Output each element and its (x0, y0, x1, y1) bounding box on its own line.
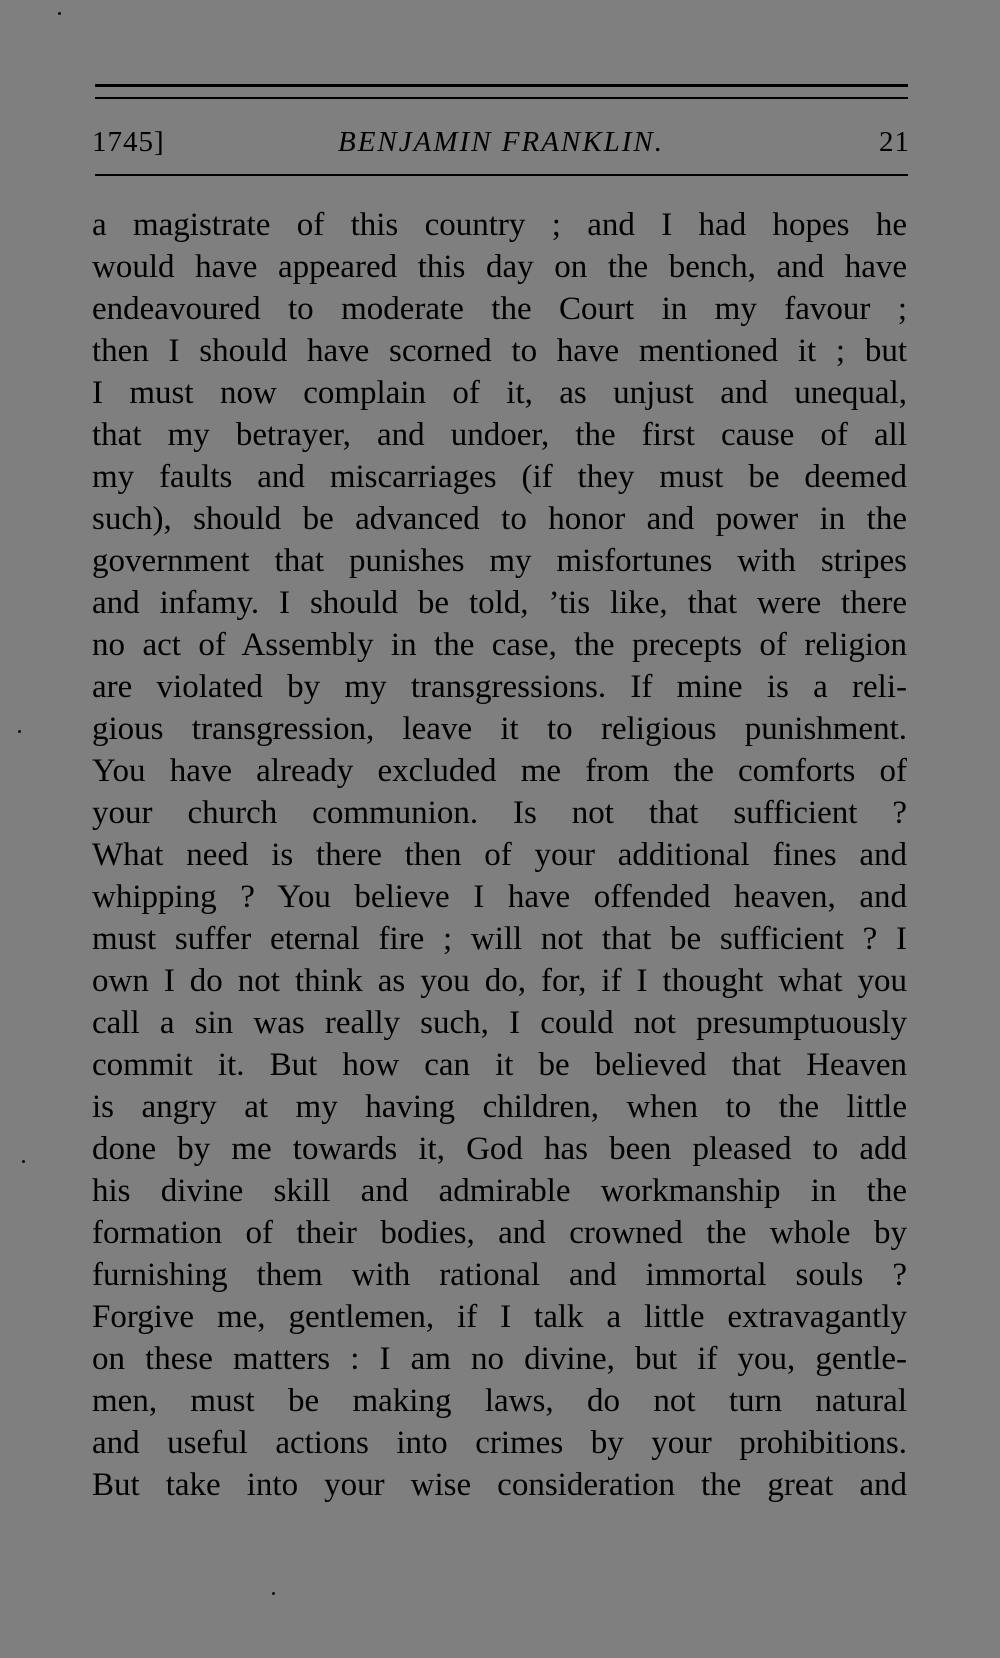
header-rule-top (95, 84, 908, 87)
text-line: that my betrayer, and undoer, the first cause of all (92, 417, 907, 453)
text-line: furnishing them with rational and immortal souls ? (92, 1257, 907, 1293)
text-line: are violated by my transgressions. If mine is a reli- (92, 669, 907, 705)
text-line: is angry at my having children, when to the little (92, 1089, 907, 1125)
text-line: my faults and miscarriages (if they must be deemed (92, 459, 907, 495)
page-number: 21 (879, 126, 910, 158)
text-line: commit it. But how can it be believed that Heaven (92, 1047, 907, 1083)
text-line: endeavoured to moderate the Court in my favour ; (92, 291, 907, 327)
text-line: own I do not think as you do, for, if I thought what you (92, 963, 907, 999)
text-line: gious transgression, leave it to religious punishment. (92, 711, 907, 747)
text-line: no act of Assembly in the case, the precepts of religion (92, 627, 907, 663)
text-line: and infamy. I should be told, ’tis like, that were there (92, 585, 907, 621)
text-line: You have already excluded me from the comforts of (92, 753, 907, 789)
header-rule-bottom (95, 174, 908, 176)
text-line: such), should be advanced to honor and power in the (92, 501, 907, 537)
text-line: must suffer eternal fire ; will not that be sufficient ? I (92, 921, 907, 957)
running-head-year: 1745] (92, 126, 165, 158)
text-line: done by me towards it, God has been pleased to add (92, 1131, 907, 1167)
text-line: and useful actions into crimes by your prohibitions. (92, 1425, 907, 1461)
text-line: men, must be making laws, do not turn natural (92, 1383, 907, 1419)
text-line: your church communion. Is not that sufficient ? (92, 795, 907, 831)
text-line: then I should have scorned to have mentioned it ; but (92, 333, 907, 369)
body-text (92, 204, 907, 1506)
text-line: Forgive me, gentlemen, if I talk a little extravagantly (92, 1299, 907, 1335)
text-line: What need is there then of your additional fines and (92, 837, 907, 873)
text-line: his divine skill and admirable workmanship in the (92, 1173, 907, 1209)
header-rule-second (95, 97, 908, 99)
ink-speck (22, 1160, 25, 1163)
ink-speck (272, 1592, 275, 1595)
ink-speck (18, 730, 21, 733)
text-line: would have appeared this day on the bench, and have (92, 249, 907, 285)
text-line: a magistrate of this country ; and I had hopes he (92, 207, 907, 243)
text-line: formation of their bodies, and crowned the whole by (92, 1215, 907, 1251)
text-line: whipping ? You believe I have offended heaven, and (92, 879, 907, 915)
text-line: But take into your wise consideration the great and (92, 1467, 907, 1503)
text-line: I must now complain of it, as unjust and unequal, (92, 375, 907, 411)
text-line: government that punishes my misfortunes with stripes (92, 543, 907, 579)
ink-speck (58, 12, 61, 15)
running-head (92, 122, 910, 162)
text-line: on these matters : I am no divine, but if you, gentle- (92, 1341, 907, 1377)
running-head-title: BENJAMIN FRANKLIN. (338, 126, 664, 158)
text-line: call a sin was really such, I could not presumptuously (92, 1005, 907, 1041)
